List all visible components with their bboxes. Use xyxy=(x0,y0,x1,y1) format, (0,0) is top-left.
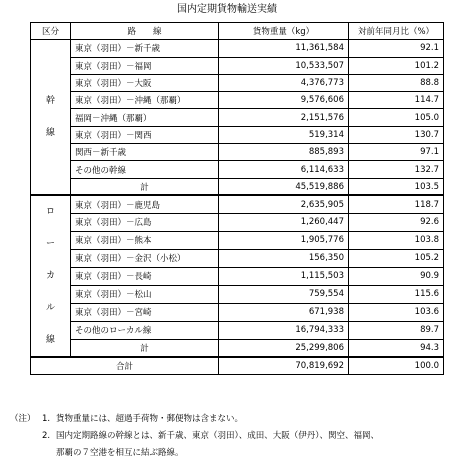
table-row xyxy=(31,195,444,213)
table-body xyxy=(31,40,444,375)
route-name: 東京（羽田）－関西 xyxy=(71,126,219,143)
table-row xyxy=(31,144,444,161)
subtotal-label: 計 xyxy=(71,339,219,357)
cargo-weight: 2,151,576 xyxy=(219,109,349,126)
page-title: 国内定期貨物輸送実績 xyxy=(177,4,277,15)
yoy-ratio: 103.8 xyxy=(349,231,444,249)
cargo-weight: 759,554 xyxy=(219,285,349,303)
cargo-weight: 1,115,503 xyxy=(219,267,349,285)
yoy-ratio: 118.7 xyxy=(349,195,444,213)
yoy-ratio: 101.2 xyxy=(349,57,444,74)
subtotal-weight: 25,299,806 xyxy=(219,339,349,357)
yoy-ratio: 97.1 xyxy=(349,144,444,161)
yoy-ratio: 105.2 xyxy=(349,249,444,267)
note-2-number: 2. xyxy=(42,431,51,441)
freight-table xyxy=(30,22,444,375)
cargo-weight: 2,635,905 xyxy=(219,195,349,213)
cargo-weight: 671,938 xyxy=(219,303,349,321)
table-row xyxy=(31,249,444,267)
cargo-weight: 519,314 xyxy=(219,126,349,143)
category-char: 幹 xyxy=(45,96,55,107)
category-label xyxy=(31,195,71,357)
yoy-ratio: 92.1 xyxy=(349,40,444,57)
table-row xyxy=(31,40,444,57)
route-name: 東京（羽田）－大阪 xyxy=(71,74,219,91)
header-category: 区分 xyxy=(31,23,71,40)
cargo-weight: 9,576,606 xyxy=(219,92,349,109)
cargo-weight: 6,114,633 xyxy=(219,161,349,178)
subtotal-ratio: 94.3 xyxy=(349,339,444,357)
subtotal-row xyxy=(31,339,444,357)
route-name: 東京（羽田）－福岡 xyxy=(71,57,219,74)
total-ratio: 100.0 xyxy=(349,357,444,374)
subtotal-ratio: 103.5 xyxy=(349,178,444,195)
route-name: 福岡－沖縄（那覇） xyxy=(71,109,219,126)
subtotal-weight: 45,519,886 xyxy=(219,178,349,195)
category-label xyxy=(31,40,71,196)
cargo-weight: 11,361,584 xyxy=(219,40,349,57)
table-row xyxy=(31,92,444,109)
note-1-text: 貨物重量には、超過手荷物・郵便物は含まない。 xyxy=(56,414,244,424)
note-1 xyxy=(10,411,450,428)
category-char: ー xyxy=(45,239,55,250)
note-2-text-line2: 那覇の７空港を相互に結ぶ路線。 xyxy=(56,448,184,458)
subtotal-label: 計 xyxy=(71,178,219,195)
cargo-weight: 885,893 xyxy=(219,144,349,161)
table-row xyxy=(31,213,444,231)
cargo-weight: 4,376,773 xyxy=(219,74,349,91)
header-row xyxy=(31,23,444,40)
table-row xyxy=(31,109,444,126)
table-row xyxy=(31,321,444,339)
category-char: 線 xyxy=(45,335,55,346)
note-2-text-line1: 国内定期路線の幹線とは、新千歳、東京（羽田）、成田、大阪（伊丹）、関空、福岡、 xyxy=(56,431,380,441)
total-weight: 70,819,692 xyxy=(219,357,349,374)
yoy-ratio: 114.7 xyxy=(349,92,444,109)
header-ratio: 対前年同月比（%） xyxy=(349,23,444,40)
note-1-number: 1. xyxy=(42,414,51,424)
route-name: 東京（羽田）－熊本 xyxy=(71,231,219,249)
total-label: 合計 xyxy=(31,357,219,374)
route-name: 東京（羽田）－金沢（小松） xyxy=(71,249,219,267)
yoy-ratio: 88.8 xyxy=(349,74,444,91)
yoy-ratio: 130.7 xyxy=(349,126,444,143)
table-row xyxy=(31,285,444,303)
total-row xyxy=(31,357,444,374)
route-name: その他の幹線 xyxy=(71,161,219,178)
route-name: 東京（羽田）－広島 xyxy=(71,213,219,231)
header-route: 路 線 xyxy=(71,23,219,40)
category-char: カ xyxy=(45,271,55,282)
yoy-ratio: 132.7 xyxy=(349,161,444,178)
table-row xyxy=(31,267,444,285)
yoy-ratio: 89.7 xyxy=(349,321,444,339)
route-name: その他のローカル線 xyxy=(71,321,219,339)
table-row xyxy=(31,303,444,321)
table-row xyxy=(31,126,444,143)
cargo-weight: 156,350 xyxy=(219,249,349,267)
note-label: （注） xyxy=(10,414,36,424)
route-name: 東京（羽田）－宮崎 xyxy=(71,303,219,321)
header-weight: 貨物重量（kg） xyxy=(219,23,349,40)
cargo-weight: 1,260,447 xyxy=(219,213,349,231)
table-row xyxy=(31,57,444,74)
route-name: 東京（羽田）－松山 xyxy=(71,285,219,303)
yoy-ratio: 105.0 xyxy=(349,109,444,126)
notes xyxy=(10,411,450,462)
yoy-ratio: 90.9 xyxy=(349,267,444,285)
category-char: 線 xyxy=(45,128,55,139)
note-2-continued xyxy=(10,445,450,462)
table-row xyxy=(31,74,444,91)
table-row xyxy=(31,231,444,249)
route-name: 東京（羽田）－鹿児島 xyxy=(71,195,219,213)
yoy-ratio: 115.6 xyxy=(349,285,444,303)
route-name: 東京（羽田）－長崎 xyxy=(71,267,219,285)
route-name: 東京（羽田）－新千歳 xyxy=(71,40,219,57)
route-name: 関西－新千歳 xyxy=(71,144,219,161)
subtotal-row xyxy=(31,178,444,195)
cargo-weight: 16,794,333 xyxy=(219,321,349,339)
category-char: ロ xyxy=(45,207,55,218)
category-char: ル xyxy=(45,303,55,314)
cargo-weight: 10,533,507 xyxy=(219,57,349,74)
yoy-ratio: 103.6 xyxy=(349,303,444,321)
cargo-weight: 1,905,776 xyxy=(219,231,349,249)
route-name: 東京（羽田）－沖縄（那覇） xyxy=(71,92,219,109)
yoy-ratio: 92.6 xyxy=(349,213,444,231)
note-2 xyxy=(10,428,450,445)
table-row xyxy=(31,161,444,178)
